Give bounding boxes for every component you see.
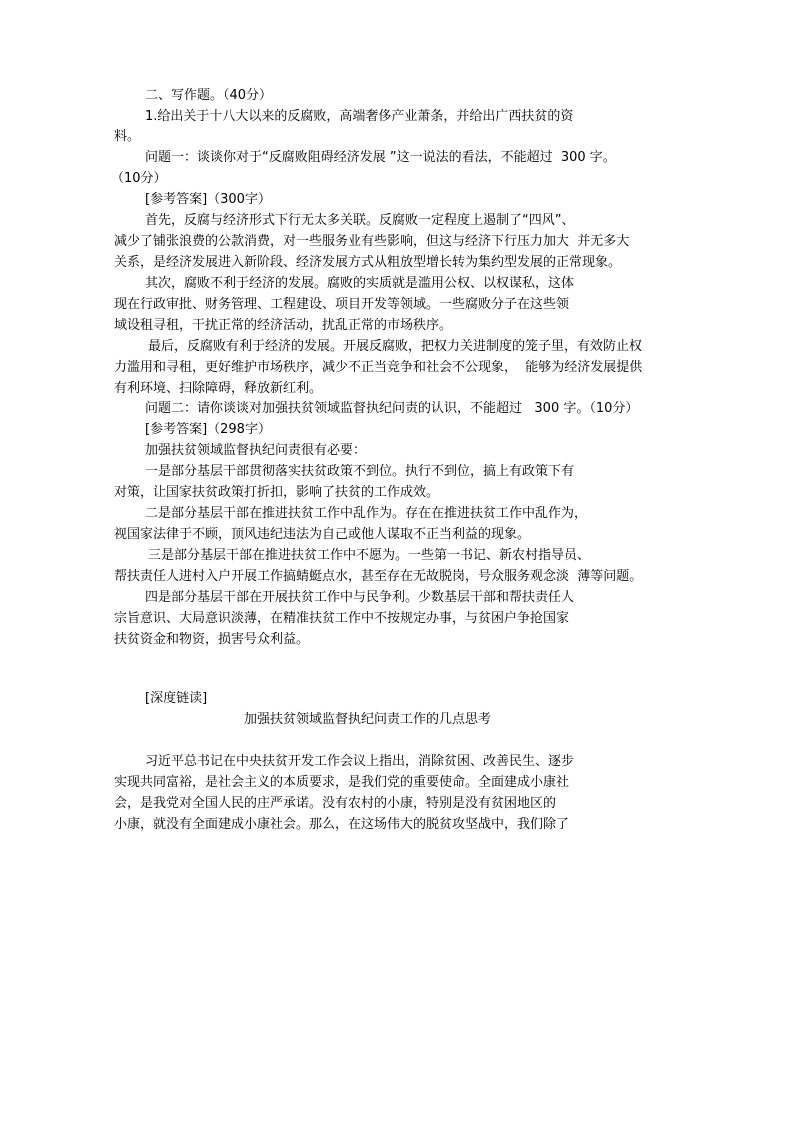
q2-paragraph-4-line: 宗旨意识、大局意识淡薄，在精准扶贫工作中不按规定办事，与贫困户争抢国家: [114, 611, 570, 626]
question-one-answer-label: [参考答案]（300字）: [145, 192, 271, 207]
section-heading: 二、写作题。（40分）: [145, 88, 273, 103]
question-one-points: （10分）: [111, 171, 167, 186]
q2-paragraph-4-line: 扶贫资金和物资，损害号众利益。: [114, 632, 310, 647]
q2-paragraph-3-line: 帮扶责任人进村入户开展工作搞蜻蜓点水，甚至存在无故脱岗，号众服务观念淡 薄等问题。: [114, 569, 643, 584]
q2-paragraph-3-line: 三是部分基层干部在推进扶贫工作中不愿为。一些第一书记、新农村指导员、: [148, 548, 591, 563]
q2-paragraph-2-line: 二是部分基层干部在推进扶贫工作中乱作为。存在在推进扶贫工作中乱作为，: [145, 506, 588, 521]
q1-paragraph-3-line: 最后，反腐败有利于经济的发展。开展反腐败，把权力关进制度的笼子里，有效防止权: [148, 339, 643, 354]
q1-paragraph-2-line: 域设租寻租，干扰正常的经济活动，扰乱正常的市场秩序。: [114, 318, 453, 333]
reading-label: [深度链读]: [145, 691, 208, 706]
q1-paragraph-1-line: 减少了铺张浪费的公款消费，对一些服务业有些影响，但这与经济下行压力加大 并无多大: [114, 234, 630, 249]
q2-paragraph-1-line: 一是部分基层干部贯彻落实扶贫政策不到位。执行不到位，搞上有政策下有: [145, 464, 575, 479]
reading-paragraph-line: 小康，就没有全面建成小康社会。那么，在这场伟大的脱贫攻坚战中，我们除了: [114, 817, 570, 832]
q1-paragraph-1-line: 关系，是经济发展进入新阶段、经济发展方式从粗放型增长转为集约型发展的正常现象。: [114, 255, 622, 270]
q1-paragraph-2-line: 现在行政审批、财务管理、工程建设、项目开发等领域。一些腐败分子在这些领: [114, 297, 570, 312]
material-line-1: 1.给出关于十八大以来的反腐败，高端奢侈产业萧条，并给出广西扶贫的资: [145, 109, 574, 124]
reading-title: 加强扶贫领域监督执纪问责工作的几点思考: [244, 712, 492, 727]
question-two-prompt: 问题二：请你谈谈对加强扶贫领域监督执纪问责的认识，不能超过 300 字。（10分）: [145, 401, 639, 416]
q2-paragraph-1-line: 对策，让国家扶贫政策打折扣，影响了扶贫的工作成效。: [114, 485, 440, 500]
q1-paragraph-3-line: 有利环境、扫除障碍，释放新红利。: [114, 381, 323, 396]
question-one-prompt: 问题一：谈谈你对于“反腐败阻碍经济发展 ”这一说法的看法，不能超过 300 字。: [145, 150, 616, 165]
question-two-intro: 加强扶贫领域监督执纪问责很有必要：: [145, 443, 367, 458]
q2-paragraph-4-line: 四是部分基层干部在开展扶贫工作中与民争利。少数基层干部和帮扶责任人: [145, 590, 575, 605]
q2-paragraph-2-line: 视国家法律于不顾，顶风违纪违法为自己或他人谋取不正当利益的现象。: [114, 527, 531, 542]
reading-paragraph-line: 习近平总书记在中央扶贫开发工作会议上指出，消除贫困、改善民生、逐步: [145, 754, 575, 769]
q1-paragraph-1-line: 首先，反腐与经济形式下行无太多关联。反腐败一定程度上遏制了“四风”、: [145, 213, 575, 228]
reading-paragraph-line: 会，是我党对全国人民的庄严承诺。没有农村的小康，特别是没有贫困地区的: [114, 796, 557, 811]
q1-paragraph-3-line: 力滥用和寻租，更好维护市场秩序，减少不正当竞争和社会不公现象， 能够为经济发展提供: [114, 360, 643, 375]
question-two-answer-label: [参考答案]（298字）: [145, 422, 271, 437]
material-line-2: 料。: [114, 129, 141, 144]
q1-paragraph-2-line: 其次，腐败不利于经济的发展。腐败的实质就是滥用公权、以权谋私，这体: [145, 276, 575, 291]
reading-paragraph-line: 实现共同富裕，是社会主义的本质要求，是我们党的重要使命。全面建成小康社: [114, 775, 570, 790]
